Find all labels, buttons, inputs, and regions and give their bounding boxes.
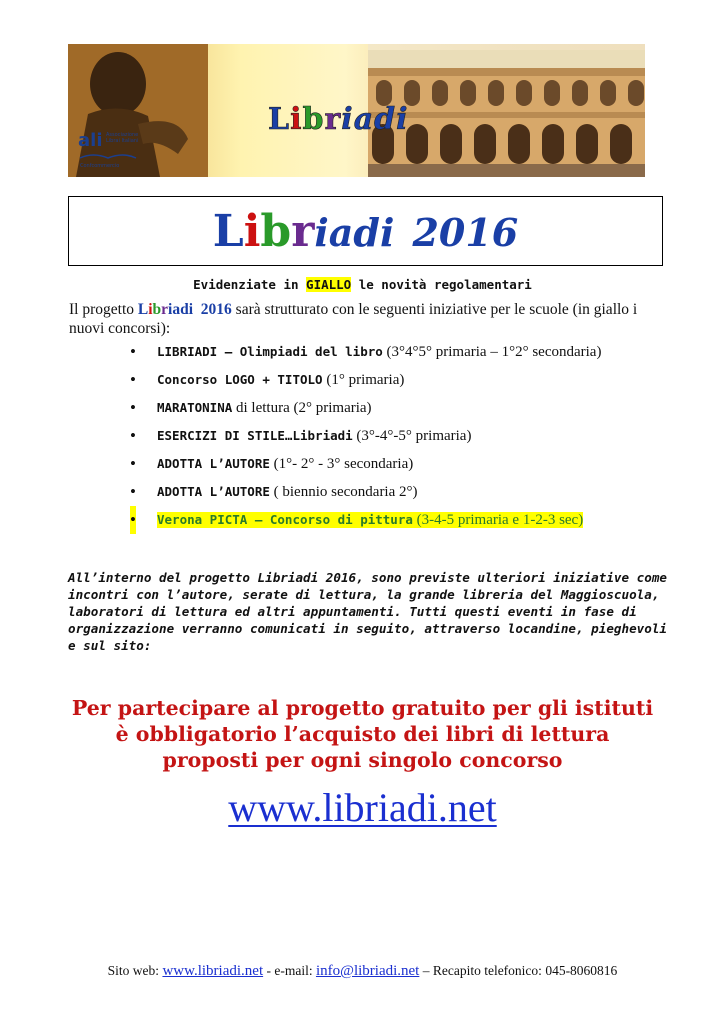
arena-image (368, 50, 645, 177)
footer-site-link[interactable]: www.libriadi.net (162, 963, 264, 979)
initiative-detail: ( biennio secondaria 2°) (269, 484, 418, 500)
title-year: 2016 (412, 210, 519, 255)
intro-brand-letter: r (161, 301, 169, 318)
cta-line-2: è obbligatorio l’acquisto dei libri di lettura (115, 722, 610, 746)
additional-initiatives-paragraph: All’interno del progetto Libriadi 2016, sono previste ulteriori iniziative come incontri con l’autore, serate di lettura, la grande libreria del Maggioscuola, laboratori di lettura ed altri appuntamenti. Tutti questi eventi in fase di organizzazione verranno comunicati in seguito, attraverso locandine, pieghevoli e sul sito: (68, 570, 667, 653)
footer-email-label: - e-mail: (263, 963, 316, 978)
website-link-block (0, 783, 725, 833)
initiative-detail: (3°4°5° primaria – 1°2° secondaria) (382, 344, 602, 360)
title-letter-r: r (291, 206, 315, 257)
intro-text-before: Il progetto (69, 301, 138, 318)
title-letter-b: b (260, 206, 292, 257)
page-title (69, 205, 662, 260)
note-highlight: GIALLO (306, 277, 352, 292)
footer-phone: 045-8060816 (545, 963, 618, 978)
note-text-before: Evidenziate in (193, 277, 307, 292)
ali-logo-subtitle: Associazione Librai Italiani (106, 132, 139, 144)
banner-title (268, 102, 409, 137)
banner-title-letter: i (290, 102, 303, 137)
banner-title-letter: L (268, 102, 291, 137)
banner-title-letter: r (324, 102, 342, 137)
banner-title-letter: b (302, 102, 325, 137)
intro-brand-letter: i (148, 301, 153, 318)
footer-site-label: Sito web: (107, 963, 163, 978)
intro-text-after: sarà strutturato con le seguenti iniziative per le scuole (in giallo i nuovi concorsi): (69, 301, 638, 337)
initiative-detail: (2° primaria) (289, 400, 372, 416)
cta-line-3: proposti per ogni singolo concorso (162, 748, 563, 772)
initiative-name: Concorso LOGO + TITOLO (157, 372, 323, 387)
intro-brand-letter: L (137, 301, 149, 318)
book-icon (78, 152, 138, 160)
initiative-name-rest: di lettura (232, 400, 290, 416)
initiative-name: LIBRIADI – Olimpiadi del libro (157, 344, 383, 359)
initiative-detail: (3°-4°-5° primaria) (352, 428, 472, 444)
initiative-name: ADOTTA L’AUTORE (157, 456, 270, 471)
ali-logo-footer: Confcommercio (80, 163, 120, 169)
list-item (130, 366, 670, 394)
title-letter-l: L (212, 206, 244, 257)
intro-paragraph (69, 300, 669, 338)
list-item (130, 422, 670, 450)
website-link[interactable]: www.libriadi.net (228, 785, 497, 830)
intro-brand (138, 301, 193, 318)
banner-title-letter: iadi (341, 102, 409, 137)
initiative-name: Verona PICTA – Concorso di pittura (157, 512, 413, 527)
footer-email-link[interactable]: info@libriadi.net (315, 963, 420, 979)
initiative-detail: (1°- 2° - 3° secondaria) (269, 456, 414, 472)
list-item (130, 394, 670, 422)
initiatives-list (130, 338, 670, 534)
ali-logo-text: ali (78, 130, 103, 151)
highlighted-item (157, 512, 583, 528)
intro-brand-letter: iadi (168, 301, 194, 318)
initiative-name: ESERCIZI DI STILE…Libriadi (157, 428, 353, 443)
ali-logo (74, 128, 156, 174)
list-item (130, 478, 670, 506)
footer (0, 963, 725, 980)
title-letter-i: i (243, 206, 261, 257)
note-text-after: le novità regolamentari (351, 277, 532, 292)
initiative-detail: (3-4-5 primaria e 1-2-3 sec) (412, 512, 584, 528)
participation-notice (0, 695, 725, 773)
list-item-new (130, 506, 670, 534)
initiative-name: MARATONINA (157, 400, 233, 415)
initiative-name: ADOTTA L’AUTORE (157, 484, 270, 499)
title-letters-iadi: iadi (314, 210, 395, 255)
list-item (130, 450, 670, 478)
initiative-detail: (1° primaria) (322, 372, 405, 388)
cta-line-1: Per partecipare al progetto gratuito per gli istituti (71, 696, 654, 720)
footer-phone-label: – Recapito telefonico: (419, 963, 546, 978)
header-banner (68, 44, 645, 177)
intro-year: 2016 (200, 301, 232, 318)
intro-brand-letter: b (152, 301, 162, 318)
title-box (68, 196, 663, 266)
list-item (130, 338, 670, 366)
regulation-note (0, 277, 725, 292)
